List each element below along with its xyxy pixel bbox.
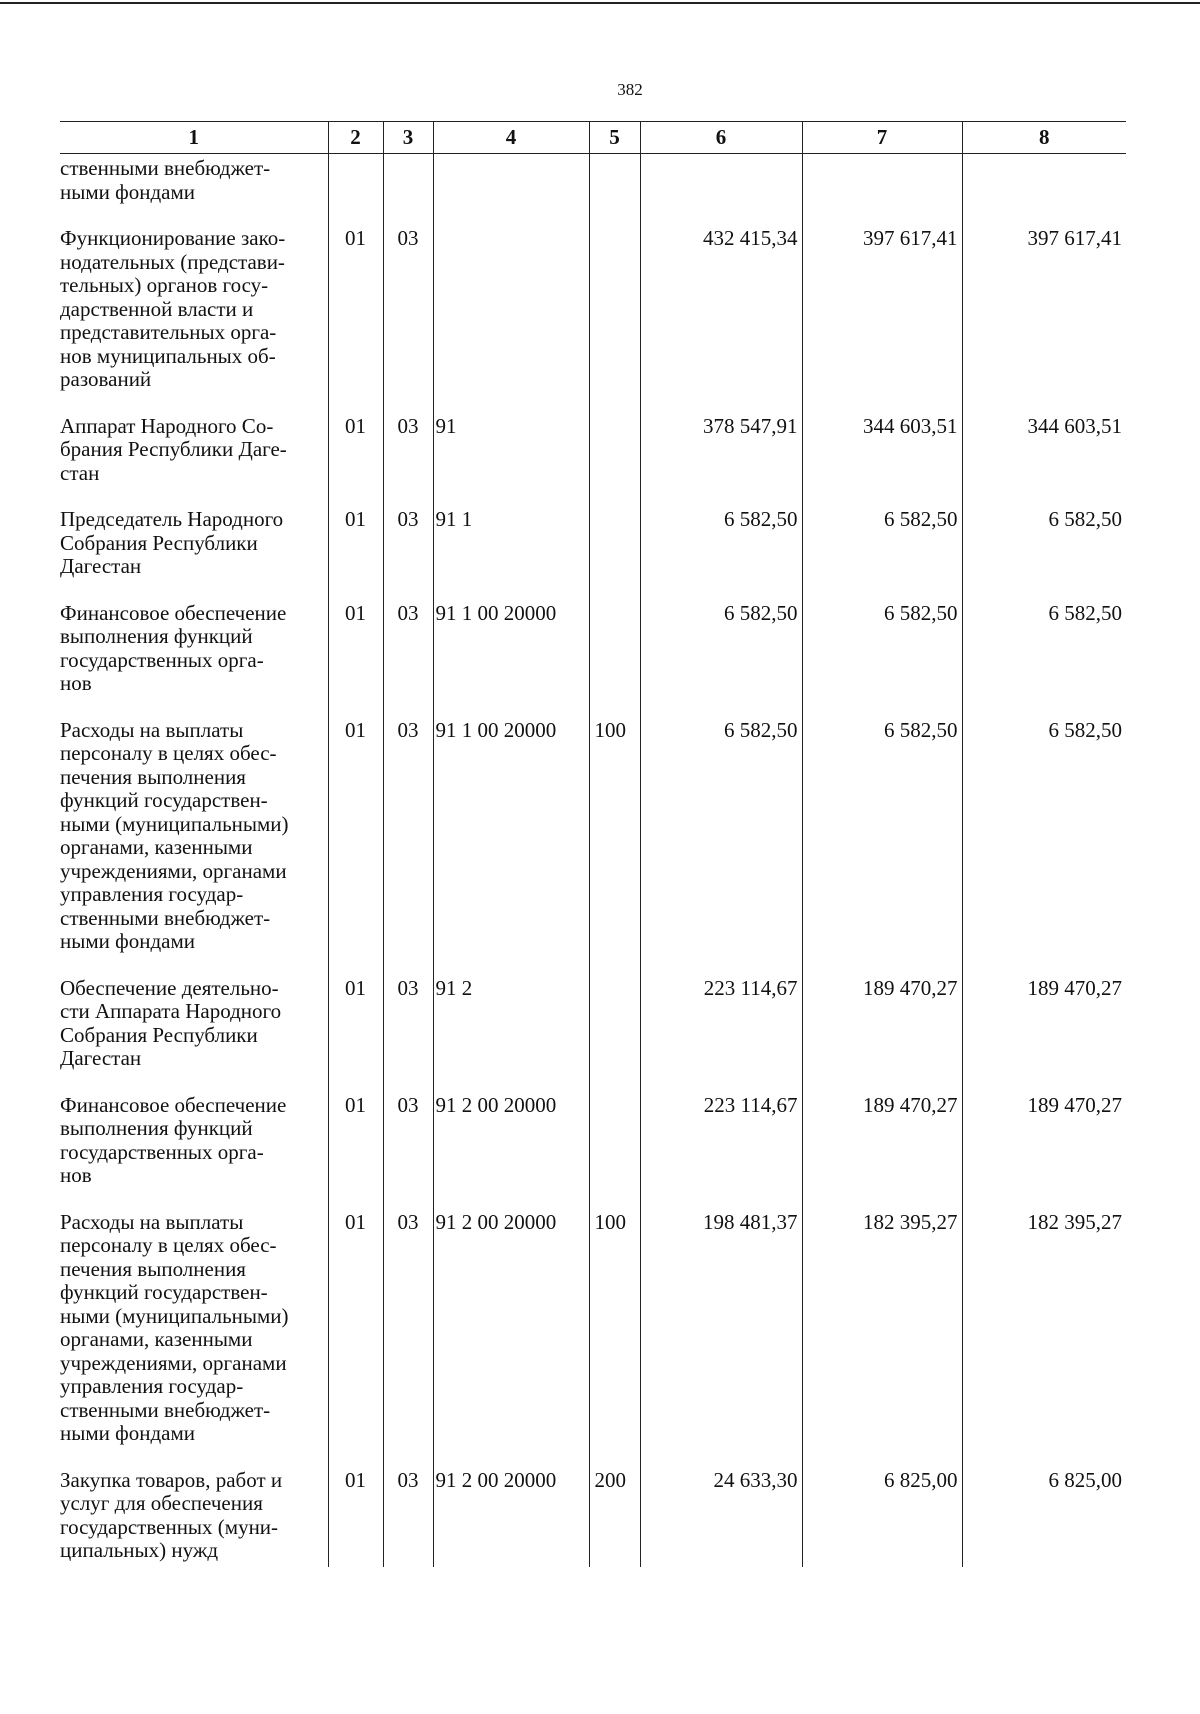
subsection-code-cell: 03 bbox=[383, 412, 433, 506]
item-name-line: представительных орга- bbox=[60, 320, 277, 344]
item-name-line: печения выполнения bbox=[60, 764, 246, 789]
item-name-line: Финансовое обеспечение bbox=[60, 600, 287, 625]
expense-type-cell bbox=[589, 412, 640, 506]
target-article-cell: 91 2 00 20000 bbox=[433, 1208, 589, 1466]
expense-type-cell bbox=[589, 505, 640, 599]
amount-col-7-cell: 397 617,41 bbox=[802, 224, 962, 412]
amount-col-6-cell: 6 582,50 bbox=[640, 716, 802, 974]
header-cell: 5 bbox=[589, 122, 640, 154]
expense-type-cell: 100 bbox=[589, 716, 640, 974]
target-article-cell: 91 2 00 20000 bbox=[433, 1466, 589, 1567]
item-name-line: разований bbox=[60, 367, 152, 391]
amount-col-7-cell: 6 825,00 bbox=[802, 1466, 962, 1567]
item-name-line: Собрания Республики bbox=[60, 530, 258, 555]
amount-col-6-cell bbox=[640, 154, 802, 225]
table-row bbox=[60, 505, 1126, 599]
expense-type-cell bbox=[589, 154, 640, 225]
item-name-cell bbox=[60, 505, 328, 599]
item-name-line: ными фондами bbox=[60, 179, 196, 204]
subsection-code-cell: 03 bbox=[383, 599, 433, 716]
item-name-line: функций государствен- bbox=[60, 788, 268, 812]
item-name-line: государственных орга- bbox=[60, 1139, 264, 1164]
target-article-cell: 91 bbox=[433, 412, 589, 506]
item-name-line: ципальных) нужд bbox=[60, 1538, 219, 1562]
item-name-line: ными (муниципальными) bbox=[60, 1303, 289, 1328]
item-name-line: учреждениями, органами bbox=[60, 858, 287, 883]
item-name-line: Расходы на выплаты bbox=[60, 1209, 244, 1234]
header-cell: 2 bbox=[328, 122, 383, 154]
amount-col-6-cell: 378 547,91 bbox=[640, 412, 802, 506]
item-name-line: Аппарат Народного Со- bbox=[60, 413, 274, 438]
item-name-line: Дагестан bbox=[60, 554, 142, 578]
section-code-cell: 01 bbox=[328, 599, 383, 716]
item-name-cell bbox=[60, 224, 328, 412]
subsection-code-cell: 03 bbox=[383, 1208, 433, 1466]
item-name-line: функций государствен- bbox=[60, 1280, 268, 1304]
amount-col-8-cell: 6 582,50 bbox=[962, 599, 1126, 716]
amount-col-7-cell: 344 603,51 bbox=[802, 412, 962, 506]
item-name-line: Дагестан bbox=[60, 1046, 142, 1070]
item-name-line: Обеспечение деятельно- bbox=[60, 975, 279, 1000]
target-article-cell: 91 1 00 20000 bbox=[433, 599, 589, 716]
table-row bbox=[60, 974, 1126, 1091]
table-body bbox=[60, 154, 1126, 1567]
subsection-code-cell bbox=[383, 154, 433, 225]
section-code-cell: 01 bbox=[328, 505, 383, 599]
table-row bbox=[60, 716, 1126, 974]
amount-col-7-cell: 6 582,50 bbox=[802, 716, 962, 974]
table-row bbox=[60, 1466, 1126, 1567]
table-row bbox=[60, 412, 1126, 506]
section-code-cell: 01 bbox=[328, 1091, 383, 1208]
amount-col-6-cell: 198 481,37 bbox=[640, 1208, 802, 1466]
item-name-line: государственных орга- bbox=[60, 647, 264, 672]
item-name-line: ными фондами bbox=[60, 929, 196, 953]
amount-col-8-cell: 6 582,50 bbox=[962, 716, 1126, 974]
item-name-cell bbox=[60, 1208, 328, 1466]
amount-col-6-cell: 6 582,50 bbox=[640, 599, 802, 716]
amount-col-6-cell: 223 114,67 bbox=[640, 974, 802, 1091]
item-name-line: услуг для обеспечения bbox=[60, 1491, 263, 1515]
amount-col-7-cell: 189 470,27 bbox=[802, 1091, 962, 1208]
header-cell: 6 bbox=[640, 122, 802, 154]
section-code-cell: 01 bbox=[328, 1466, 383, 1567]
amount-col-6-cell: 432 415,34 bbox=[640, 224, 802, 412]
item-name-line: сти Аппарата Народного bbox=[60, 999, 282, 1023]
header-cell: 4 bbox=[433, 122, 589, 154]
item-name-line: тельных) органов госу- bbox=[60, 273, 269, 297]
item-name-line: печения выполнения bbox=[60, 1256, 246, 1281]
item-name-line: ственными внебюджет- bbox=[60, 905, 271, 930]
item-name-cell bbox=[60, 599, 328, 716]
section-code-cell bbox=[328, 154, 383, 225]
item-name-cell bbox=[60, 1466, 328, 1567]
item-name-line: управления государ- bbox=[60, 882, 244, 906]
item-name-line: Закупка товаров, работ и bbox=[60, 1467, 283, 1492]
amount-col-7-cell: 189 470,27 bbox=[802, 974, 962, 1091]
item-name-line: брания Республики Даге- bbox=[60, 437, 287, 461]
section-code-cell: 01 bbox=[328, 974, 383, 1091]
table-row bbox=[60, 599, 1126, 716]
section-code-cell: 01 bbox=[328, 1208, 383, 1466]
amount-col-8-cell bbox=[962, 154, 1126, 225]
item-name-line: учреждениями, органами bbox=[60, 1350, 287, 1375]
expense-type-cell: 200 bbox=[589, 1466, 640, 1567]
table-row bbox=[60, 1091, 1126, 1208]
amount-col-6-cell: 6 582,50 bbox=[640, 505, 802, 599]
subsection-code-cell: 03 bbox=[383, 716, 433, 974]
item-name-line: ными (муниципальными) bbox=[60, 811, 289, 836]
amount-col-8-cell: 344 603,51 bbox=[962, 412, 1126, 506]
expense-type-cell bbox=[589, 224, 640, 412]
item-name-line: стан bbox=[60, 460, 100, 485]
amount-col-6-cell: 223 114,67 bbox=[640, 1091, 802, 1208]
header-cell: 7 bbox=[802, 122, 962, 154]
item-name-line: ственными внебюджет- bbox=[60, 1397, 271, 1422]
amount-col-8-cell: 182 395,27 bbox=[962, 1208, 1126, 1466]
item-name-line: выполнения функций bbox=[60, 1116, 253, 1140]
page-number: 382 bbox=[617, 80, 643, 99]
item-name-line: ными фондами bbox=[60, 1421, 196, 1445]
item-name-line: персоналу в целях обес- bbox=[60, 741, 277, 765]
item-name-line: органами, казенными bbox=[60, 1327, 253, 1351]
item-name-cell bbox=[60, 716, 328, 974]
expense-type-cell bbox=[589, 974, 640, 1091]
top-border-line bbox=[0, 2, 1200, 4]
item-name-cell bbox=[60, 1091, 328, 1208]
target-article-cell bbox=[433, 154, 589, 225]
table-row bbox=[60, 154, 1126, 225]
item-name-cell bbox=[60, 974, 328, 1091]
expense-type-cell bbox=[589, 599, 640, 716]
item-name-line: Финансовое обеспечение bbox=[60, 1092, 287, 1117]
target-article-cell bbox=[433, 224, 589, 412]
amount-col-7-cell bbox=[802, 154, 962, 225]
item-name-line: Председатель Народного bbox=[60, 507, 284, 531]
item-name-line: государственных (муни- bbox=[60, 1514, 279, 1539]
subsection-code-cell: 03 bbox=[383, 224, 433, 412]
subsection-code-cell: 03 bbox=[383, 1466, 433, 1567]
amount-col-7-cell: 6 582,50 bbox=[802, 505, 962, 599]
expense-type-cell bbox=[589, 1091, 640, 1208]
subsection-code-cell: 03 bbox=[383, 1091, 433, 1208]
amount-col-7-cell: 182 395,27 bbox=[802, 1208, 962, 1466]
item-name-line: управления государ- bbox=[60, 1374, 244, 1398]
subsection-code-cell: 03 bbox=[383, 974, 433, 1091]
item-name-line: персоналу в целях обес- bbox=[60, 1233, 277, 1257]
amount-col-6-cell: 24 633,30 bbox=[640, 1466, 802, 1567]
header-cell: 3 bbox=[383, 122, 433, 154]
header-cell: 1 bbox=[60, 122, 328, 154]
target-article-cell: 91 1 bbox=[433, 505, 589, 599]
target-article-cell: 91 2 00 20000 bbox=[433, 1091, 589, 1208]
header-cell: 8 bbox=[962, 122, 1126, 154]
item-name-line: ственными внебюджет- bbox=[60, 156, 271, 180]
amount-col-8-cell: 189 470,27 bbox=[962, 1091, 1126, 1208]
budget-table bbox=[60, 121, 1126, 1567]
item-name-line: Собрания Республики bbox=[60, 1022, 258, 1047]
subsection-code-cell: 03 bbox=[383, 505, 433, 599]
item-name-line: Функционирование зако- bbox=[60, 226, 286, 250]
amount-col-8-cell: 6 825,00 bbox=[962, 1466, 1126, 1567]
item-name-cell bbox=[60, 154, 328, 225]
section-code-cell: 01 bbox=[328, 412, 383, 506]
amount-col-7-cell: 6 582,50 bbox=[802, 599, 962, 716]
amount-col-8-cell: 189 470,27 bbox=[962, 974, 1126, 1091]
item-name-line: дарственной власти и bbox=[60, 296, 254, 321]
item-name-line: нов bbox=[60, 671, 92, 695]
expense-type-cell: 100 bbox=[589, 1208, 640, 1466]
item-name-line: органами, казенными bbox=[60, 835, 253, 859]
item-name-cell bbox=[60, 412, 328, 506]
item-name-line: нов муниципальных об- bbox=[60, 343, 276, 368]
item-name-line: нодательных (представи- bbox=[60, 249, 285, 274]
item-name-line: нов bbox=[60, 1163, 92, 1187]
section-code-cell: 01 bbox=[328, 224, 383, 412]
target-article-cell: 91 2 bbox=[433, 974, 589, 1091]
item-name-line: Расходы на выплаты bbox=[60, 717, 244, 742]
item-name-line: выполнения функций bbox=[60, 624, 253, 648]
table-row bbox=[60, 224, 1126, 412]
table-header-row bbox=[60, 122, 1126, 154]
amount-col-8-cell: 6 582,50 bbox=[962, 505, 1126, 599]
table-row bbox=[60, 1208, 1126, 1466]
section-code-cell: 01 bbox=[328, 716, 383, 974]
amount-col-8-cell: 397 617,41 bbox=[962, 224, 1126, 412]
target-article-cell: 91 1 00 20000 bbox=[433, 716, 589, 974]
